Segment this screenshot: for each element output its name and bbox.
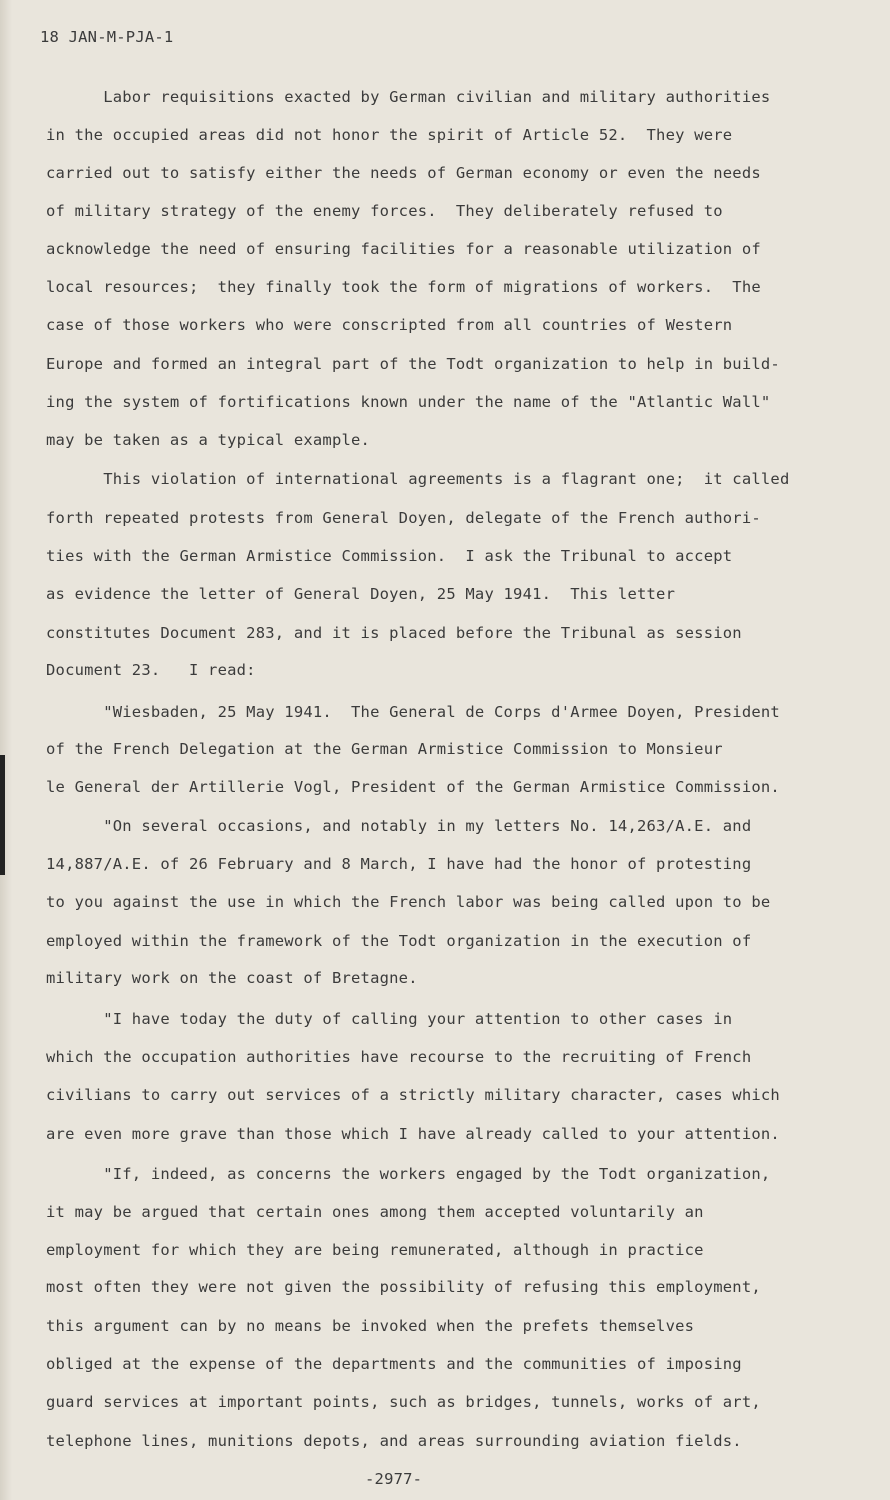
text-line: guard services at important points, such as bridges, tunnels, works of art, [46, 1393, 761, 1411]
binding-mark [0, 755, 5, 875]
text-line: constitutes Document 283, and it is placed before the Tribunal as session [46, 624, 742, 642]
text-line: This violation of international agreements is a flagrant one; it called [46, 470, 790, 488]
text-line: of military strategy of the enemy forces. They deliberately refused to [46, 202, 723, 220]
text-line: of the French Delegation at the German Armistice Commission to Monsieur [46, 740, 723, 758]
text-line: to you against the use in which the French labor was being called upon to be [46, 893, 771, 911]
text-line: Document 23. I read: [46, 661, 256, 679]
page-edge-shadow [0, 0, 12, 1500]
text-line: forth repeated protests from General Doyen, delegate of the French authori- [46, 509, 761, 527]
text-line: are even more grave than those which I have already called to your attention. [46, 1125, 780, 1143]
text-line: "Wiesbaden, 25 May 1941. The General de Corps d'Armee Doyen, President [46, 703, 780, 721]
text-line: telephone lines, munitions depots, and areas surrounding aviation fields. [46, 1432, 742, 1450]
text-line: ties with the German Armistice Commission. I ask the Tribunal to accept [46, 547, 733, 565]
text-line: employed within the framework of the Todt organization in the execution of [46, 932, 752, 950]
text-line: acknowledge the need of ensuring facilities for a reasonable utilization of [46, 240, 761, 258]
text-line: "If, indeed, as concerns the workers engaged by the Todt organization, [46, 1165, 771, 1183]
text-line: this argument can by no means be invoked when the prefets themselves [46, 1317, 695, 1335]
text-line: military work on the coast of Bretagne. [46, 969, 418, 987]
text-line: may be taken as a typical example. [46, 431, 371, 449]
document-reference: 18 JAN-M-PJA-1 [40, 28, 174, 46]
text-line: ing the system of fortifications known under the name of the "Atlantic Wall" [46, 393, 771, 411]
text-line: employment for which they are being remunerated, although in practice [46, 1241, 704, 1259]
text-line: civilians to carry out services of a strictly military character, cases which [46, 1086, 780, 1104]
text-line: "On several occasions, and notably in my letters No. 14,263/A.E. and [46, 817, 752, 835]
text-line: Europe and formed an integral part of the Todt organization to help in build- [46, 355, 780, 373]
page-number: -2977- [365, 1470, 423, 1488]
text-line: "I have today the duty of calling your attention to other cases in [46, 1010, 733, 1028]
text-line: as evidence the letter of General Doyen, 25 May 1941. This letter [46, 585, 676, 603]
text-line: in the occupied areas did not honor the spirit of Article 52. They were [46, 126, 733, 144]
text-line: le General der Artillerie Vogl, President of the German Armistice Commission. [46, 778, 780, 796]
text-line: 14,887/A.E. of 26 February and 8 March, I have had the honor of protesting [46, 855, 752, 873]
text-line: case of those workers who were conscripted from all countries of Western [46, 316, 733, 334]
text-line: carried out to satisfy either the needs of German economy or even the needs [46, 164, 761, 182]
text-line: Labor requisitions exacted by German civilian and military authorities [46, 88, 771, 106]
text-line: it may be argued that certain ones among them accepted voluntarily an [46, 1203, 704, 1221]
text-line: obliged at the expense of the departments and the communities of imposing [46, 1355, 742, 1373]
text-line: local resources; they finally took the form of migrations of workers. The [46, 278, 761, 296]
text-line: which the occupation authorities have recourse to the recruiting of French [46, 1048, 752, 1066]
text-line: most often they were not given the possibility of refusing this employment, [46, 1278, 761, 1296]
